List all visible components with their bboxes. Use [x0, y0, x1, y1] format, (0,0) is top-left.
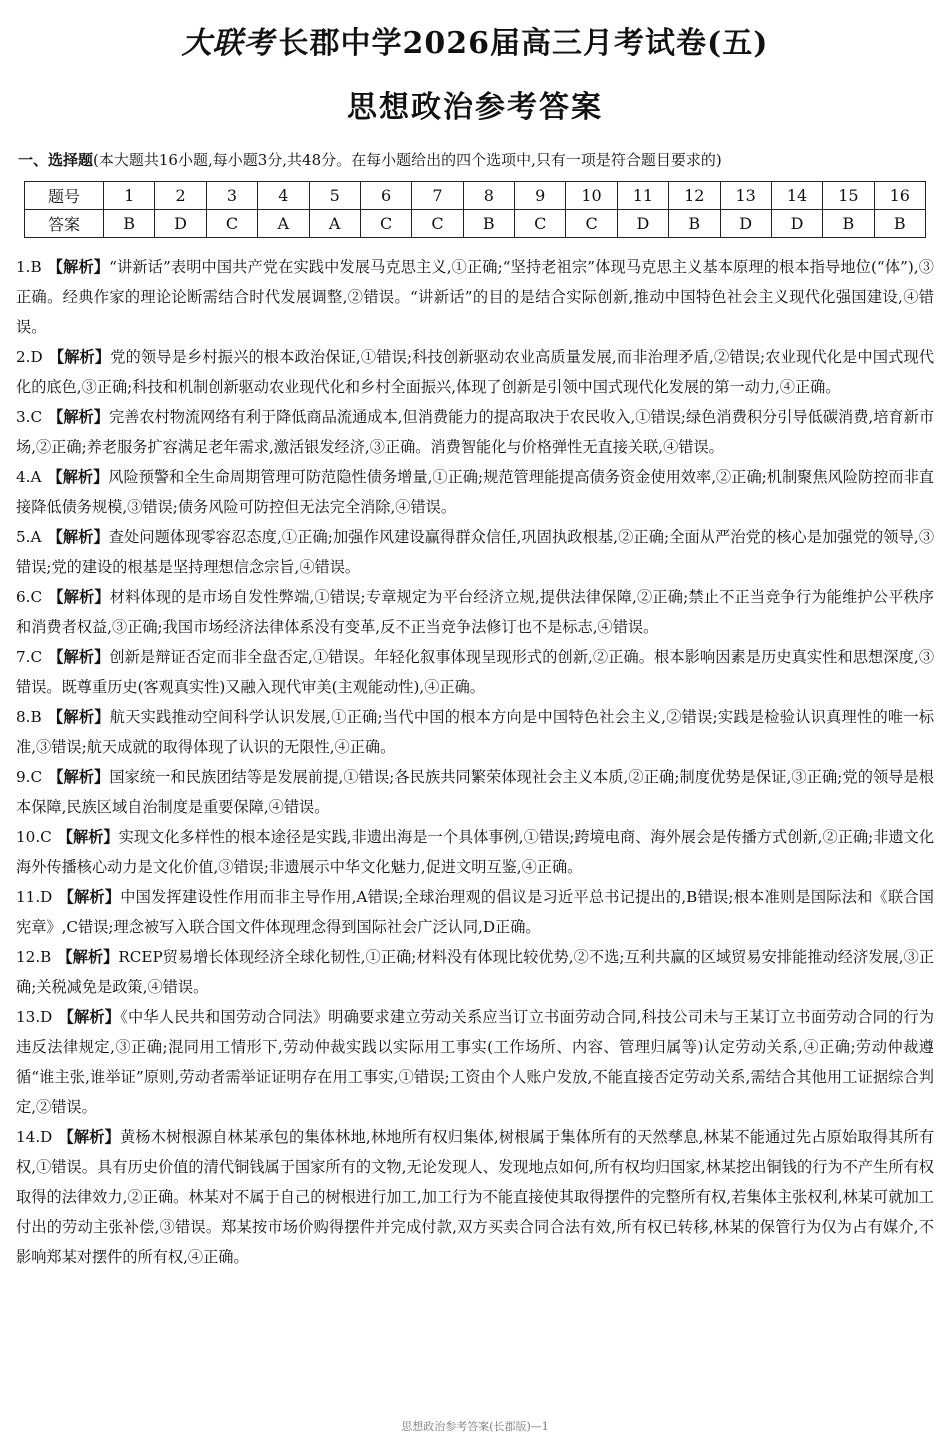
brand-logo-text: 大联考: [181, 26, 275, 61]
analysis-tag: 【解析】: [48, 768, 110, 786]
page-subtitle: 思想政治参考答案: [347, 90, 603, 125]
exam-title: 长郡中学2026届高三月考试卷(五): [278, 26, 769, 61]
item-text: 查处问题体现零容忍态度,①正确;加强作风建设赢得群众信任,巩固执政根基,②正确;全面从严治党的核心是加强党的领导,③错误;党的建设的根基是坚持理想信念宗旨,④错误。: [16, 528, 935, 576]
question-number: 16: [874, 182, 925, 210]
question-number: 4: [258, 182, 309, 210]
answer-cell: C: [412, 210, 463, 238]
explanation-list: [16, 252, 934, 1272]
explanation-item: [16, 582, 934, 642]
section-title: 一、选择题: [18, 151, 94, 169]
answer-cell: B: [463, 210, 514, 238]
question-number: 10: [566, 182, 617, 210]
answer-cell: A: [258, 210, 309, 238]
question-number: 9: [515, 182, 566, 210]
question-number: 15: [823, 182, 874, 210]
question-number: 12: [669, 182, 720, 210]
answer-cell: C: [566, 210, 617, 238]
answer-cell: C: [515, 210, 566, 238]
analysis-tag: 【解析】: [58, 1128, 120, 1146]
item-number: 2.D: [16, 348, 43, 366]
explanation-item: [16, 942, 934, 1002]
analysis-tag: 【解析】: [48, 588, 110, 606]
item-text: 实现文化多样性的根本途径是实践,非遗出海是一个具体事例,①错误;跨境电商、海外展会是传播方式创新,②正确;非遗文化海外传播核心动力是文化价值,③错误;非遗展示中华文化魅力,促进文明互鉴,④正确。: [16, 828, 935, 876]
item-number: 3.C: [16, 408, 43, 426]
answer-cell: B: [669, 210, 720, 238]
item-number: 13.D: [16, 1008, 53, 1026]
item-number: 12.B: [16, 948, 52, 966]
answer-cell: D: [617, 210, 668, 238]
analysis-tag: 【解析】: [57, 828, 119, 846]
answer-table: [24, 181, 926, 238]
question-number: 3: [206, 182, 257, 210]
explanation-item: [16, 1002, 934, 1122]
analysis-tag: 【解析】: [47, 528, 109, 546]
section-heading: [18, 149, 933, 170]
answer-cell: C: [206, 210, 257, 238]
analysis-tag: 【解析】: [48, 408, 109, 426]
analysis-tag: 【解析】: [47, 708, 110, 726]
item-number: 9.C: [16, 768, 43, 786]
answer-cell: B: [823, 210, 874, 238]
question-number: 2: [155, 182, 206, 210]
analysis-tag: 【解析】: [48, 348, 111, 366]
answer-cell: A: [309, 210, 360, 238]
explanation-item: [16, 522, 934, 582]
answer-cell: C: [360, 210, 411, 238]
item-number: 14.D: [16, 1128, 53, 1146]
item-text: 完善农村物流网络有利于降低商品流通成本,但消费能力的提高取决于农民收入,①错误;绿色消费积分引导低碳消费,培育新市场,②正确;养老服务扩容满足老年需求,激活银发经济,③正确。消费智能化与价格弹性无直接关联,④错误。: [16, 408, 935, 456]
item-text: “讲新话”表明中国共产党在实践中发展马克思主义,①正确;“坚持老祖宗”体现马克思主义基本原理的根本指导地位(“体”),③正确。经典作家的理论论断需结合时代发展调整,②错误。“讲新话”的目的是结合实际创新,推动中国特色社会主义现代化强国建设,④错误。: [16, 258, 934, 336]
explanation-item: [16, 402, 934, 462]
item-number: 10.C: [16, 828, 52, 846]
analysis-tag: 【解析】: [48, 648, 110, 666]
explanation-item: [16, 1122, 934, 1272]
item-number: 8.B: [16, 708, 42, 726]
question-number-row: [25, 182, 926, 210]
question-number: 14: [771, 182, 822, 210]
explanation-item: [16, 762, 934, 822]
item-text: 中国发挥建设性作用而非主导作用,A错误;全球治理观的倡议是习近平总书记提出的,B错误;根本准则是国际法和《联合国宪章》,C错误;理念被写入联合国文件体现理念得到国际社会广泛认同,D正确。: [16, 888, 934, 936]
analysis-tag: 【解析】: [58, 1008, 121, 1026]
item-text: 航天实践推动空间科学认识发展,①正确;当代中国的根本方向是中国特色社会主义,②错误;实践是检验认识真理性的唯一标准,③错误;航天成就的取得体现了认识的无限性,④正确。: [16, 708, 935, 756]
item-number: 1.B: [16, 258, 42, 276]
item-text: 材料体现的是市场自发性弊端,①错误;专章规定为平台经济立规,提供法律保障,②正确;禁止不正当竞争行为能维护公平秩序和消费者权益,③正确;我国市场经济法律体系没有变革,反不正当竞争法修订也不是标志,④错误。: [16, 588, 934, 636]
answer-cell: D: [155, 210, 206, 238]
item-text: 党的领导是乡村振兴的根本政治保证,①错误;科技创新驱动农业高质量发展,而非治理矛盾,②错误;农业现代化是中国式现代化的底色,③正确;科技和机制创新驱动农业现代化和乡村全面振兴,体现了创新是引领中国式现代化发展的第一动力,④正确。: [16, 348, 935, 396]
item-text: RCEP贸易增长体现经济全球化韧性,①正确;材料没有体现比较优势,②不选;互利共赢的区域贸易安排能推动经济发展,③正确;关税减免是政策,④错误。: [16, 948, 935, 996]
answer-row: [25, 210, 926, 238]
explanation-item: [16, 342, 934, 402]
item-text: 黄杨木树根源自林某承包的集体林地,林地所有权归集体,树根属于集体所有的天然孳息,林某不能通过先占原始取得其所有权,①错误。具有历史价值的清代铜钱属于国家所有的文物,无论发现人、发现地点如何,所有权均归国家,林某挖出铜钱的行为不产生所有权取得的法律效力,②正确。林某对不属于自己的树根进行加工,加工行为不能直接使其取得摆件的完整所有权,若集体主张权利,林某可就加工付出的劳动主张补偿,③错误。郑某按市场价购得摆件并完成付款,双方买卖合同合法有效,所有权已转移,林某的保管行为仅为占有媒介,不影响郑某对摆件的所有权,④正确。: [16, 1128, 935, 1266]
question-number: 8: [463, 182, 514, 210]
item-number: 7.C: [16, 648, 43, 666]
exam-header: [0, 18, 950, 62]
item-text: 风险预警和全生命周期管理可防范隐性债务增量,①正确;规范管理能提高债务资金使用效率,②正确;机制聚焦风险防控而非直接降低债务规模,③错误;债务风险可防控但无法完全消除,④错误。: [16, 468, 934, 516]
explanation-item: [16, 642, 934, 702]
item-number: 11.D: [16, 888, 53, 906]
page-footer: 思想政治参考答案(长郡版)—1: [401, 1420, 549, 1433]
analysis-tag: 【解析】: [47, 258, 110, 276]
question-number: 1: [104, 182, 155, 210]
answer-cell: B: [874, 210, 925, 238]
item-text: 《中华人民共和国劳动合同法》明确要求建立劳动关系应当订立书面劳动合同,科技公司未与王某订立书面劳动合同的行为违反法律规定,③正确;混同用工情形下,劳动仲裁实践以实际用工事实(工作场所、内容、管理归属等)认定劳动关系,④正确;劳动仲裁遵循“谁主张,谁举证”原则,劳动者需举证证明存在用工事实,①错误;工资由个人账户发放,不能直接否定劳动关系,需结合其他用工证据综合判定,②错误。: [16, 1008, 935, 1116]
explanation-item: [16, 702, 934, 762]
explanation-item: [16, 252, 934, 342]
answer-cell: D: [720, 210, 771, 238]
question-number: 6: [360, 182, 411, 210]
question-number: 7: [412, 182, 463, 210]
answer-cell: D: [771, 210, 822, 238]
item-number: 5.A: [16, 528, 42, 546]
section-description: (本大题共16小题,每小题3分,共48分。在每小题给出的四个选项中,只有一项是符合题目要求的): [93, 151, 722, 169]
item-text: 国家统一和民族团结等是发展前提,①错误;各民族共同繁荣体现社会主义本质,②正确;制度优势是保证,③正确;党的领导是根本保障,民族区域自治制度是重要保障,④错误。: [16, 768, 934, 816]
explanation-item: [16, 822, 934, 882]
row-label-question: 题号: [25, 182, 104, 210]
question-number: 13: [720, 182, 771, 210]
question-number: 5: [309, 182, 360, 210]
item-number: 6.C: [16, 588, 43, 606]
item-text: 创新是辩证否定而非全盘否定,①错误。年轻化叙事体现呈现形式的创新,②正确。根本影响因素是历史真实性和思想深度,③错误。既尊重历史(客观真实性)又融入现代审美(主观能动性),④正确。: [16, 648, 935, 696]
analysis-tag: 【解析】: [58, 888, 121, 906]
question-number: 11: [617, 182, 668, 210]
explanation-item: [16, 882, 934, 942]
analysis-tag: 【解析】: [47, 468, 109, 486]
explanation-item: [16, 462, 934, 522]
row-label-answer: 答案: [25, 210, 104, 238]
analysis-tag: 【解析】: [57, 948, 119, 966]
answer-cell: B: [104, 210, 155, 238]
item-number: 4.A: [16, 468, 42, 486]
